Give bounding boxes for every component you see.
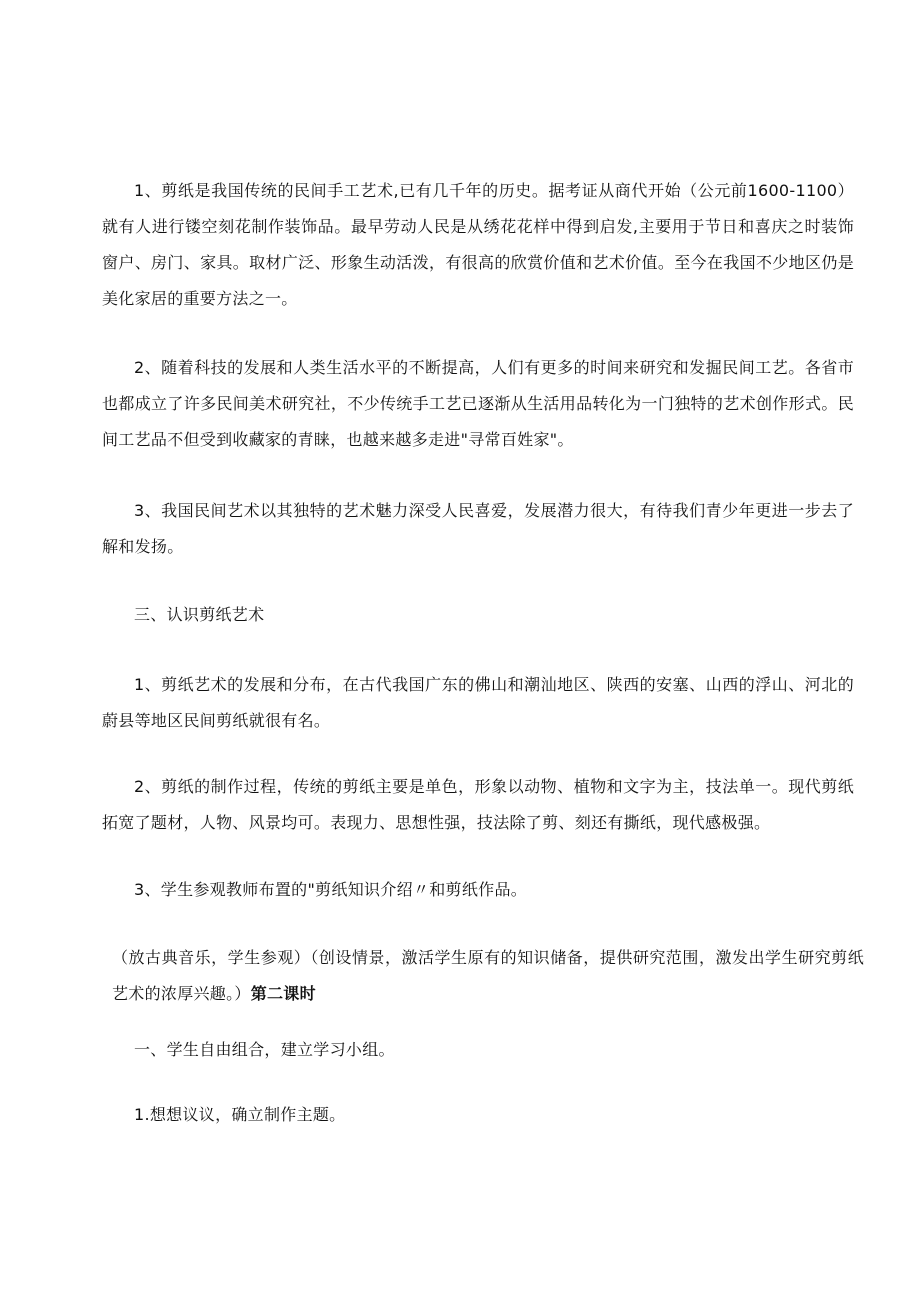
paragraph-groups: 一、学生自由组合，建立学习小组。	[134, 1040, 395, 1059]
paragraph-process: 2、剪纸的制作过程，传统的剪纸主要是单色，形象以动物、植物和文字为主，技法单一。现代剪纸拓宽了题材，人物、风景均可。表现力、思想性强，技法除了剪、刻还有撕纸，现代感极强。	[102, 777, 854, 832]
paragraph-music	[112, 940, 864, 1012]
music-text: （放古典音乐，学生参观）（创设情景，激活学生原有的知识储备，提供研究范围，激发出学生研究剪纸艺术的浓厚兴趣。）	[112, 948, 864, 1003]
second-lesson-heading: 第二课时	[250, 984, 316, 1003]
paragraph-development: 2、随着科技的发展和人类生活水平的不断提高，人们有更多的时间来研究和发掘民间工艺。各省市也都成立了许多民间美术研究社，不少传统手工艺已逐渐从生活用品转化为一门独特的艺术创作形式。民间工艺品不但受到收藏家的青睐，也越来越多走进"寻常百姓家"。	[102, 358, 854, 449]
paragraph-folk-art: 3、我国民间艺术以其独特的艺术魅力深受人民喜爱，发展潜力很大，有待我们青少年更进一步去了解和发扬。	[102, 501, 854, 556]
paragraph-distribution: 1、剪纸艺术的发展和分布，在古代我国广东的佛山和潮汕地区、陕西的安塞、山西的浮山、河北的蔚县等地区民间剪纸就很有名。	[102, 675, 854, 730]
paragraph-topic: 1.想想议议，确立制作主题。	[134, 1105, 346, 1124]
paragraph-history: 1、剪纸是我国传统的民间手工艺术,已有几千年的历史。据考证从商代开始（公元前1600-1100）就有人进行镂空刻花制作装饰品。最早劳动人民是从绣花花样中得到启发,主要用于节日和喜庆之时装饰窗户、房门、家具。取材广泛、形象生动活泼，有很高的欣赏价值和艺术价值。至今在我国不少地区仍是美化家居的重要方法之一。	[102, 181, 854, 308]
section-heading-three: 三、认识剪纸艺术	[134, 605, 265, 624]
paragraph-visit: 3、学生参观教师布置的"剪纸知识介绍〃和剪纸作品。	[134, 880, 528, 899]
